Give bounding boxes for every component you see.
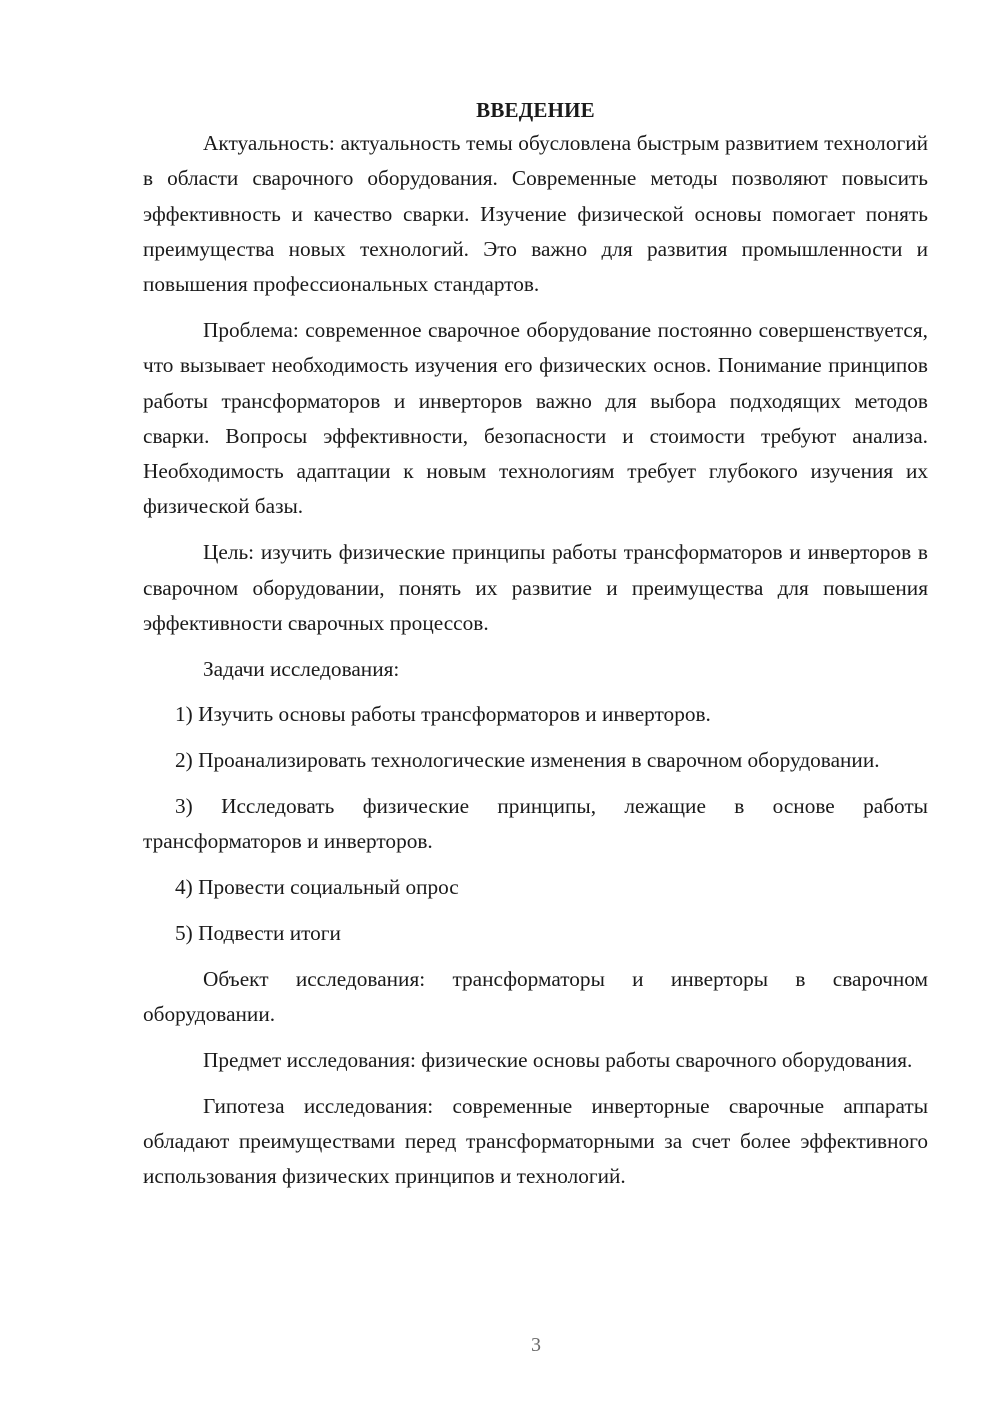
paragraph-relevance: Актуальность: актуальность темы обусловлена быстрым развитием технологий в области сварочного оборудования. Современные методы позволяют повысить эффективность и качество сварки. Изучение физической основы помогает понять преимущества новых технологий. Это важно для развития промышленности и повышения профессиональных стандартов. bbox=[143, 131, 928, 297]
task-item: 1) Изучить основы работы трансформаторов и инверторов. bbox=[175, 702, 711, 727]
paragraph-object: Объект исследования: трансформаторы и инверторы в сварочном оборудовании. bbox=[143, 966, 928, 1027]
paragraph-tasks-heading: Задачи исследования: bbox=[203, 656, 400, 681]
section-title: ВВЕДЕНИЕ bbox=[476, 98, 595, 122]
paragraph-goal: Цель: изучить физические принципы работы трансформаторов и инверторов в сварочном оборудовании, понять их развитие и преимущества для повышения эффективности сварочных процессов. bbox=[143, 540, 928, 635]
paragraph-subject: Предмет исследования: физические основы работы сварочного оборудования. bbox=[203, 1047, 913, 1072]
paragraph-problem: Проблема: современное сварочное оборудование постоянно совершенствуется, что вызывает необходимость изучения его физических основ. Понимание принципов работы трансформаторов и инверторов важно для выбора подходящих методов сварки. Вопросы эффективности, безопасности и стоимости требуют анализа. Необходимость адаптации к новым технологиям требует глубокого изучения их физической базы. bbox=[143, 317, 928, 519]
task-item: 5) Подвести итоги bbox=[175, 920, 341, 945]
page-number: 3 bbox=[531, 1334, 541, 1356]
paragraph-hypothesis: Гипотеза исследования: современные инверторные сварочные аппараты обладают преимуществами перед трансформаторными за счет более эффективного использования физических принципов и технологий. bbox=[143, 1093, 928, 1189]
task-item: 3) Исследовать физические принципы, лежащие в основе работы трансформаторов и инверторов. bbox=[143, 794, 928, 854]
document-page bbox=[143, 94, 928, 1195]
task-item: 2) Проанализировать технологические изменения в сварочном оборудовании. bbox=[175, 748, 880, 773]
task-item: 4) Провести социальный опрос bbox=[175, 875, 459, 900]
